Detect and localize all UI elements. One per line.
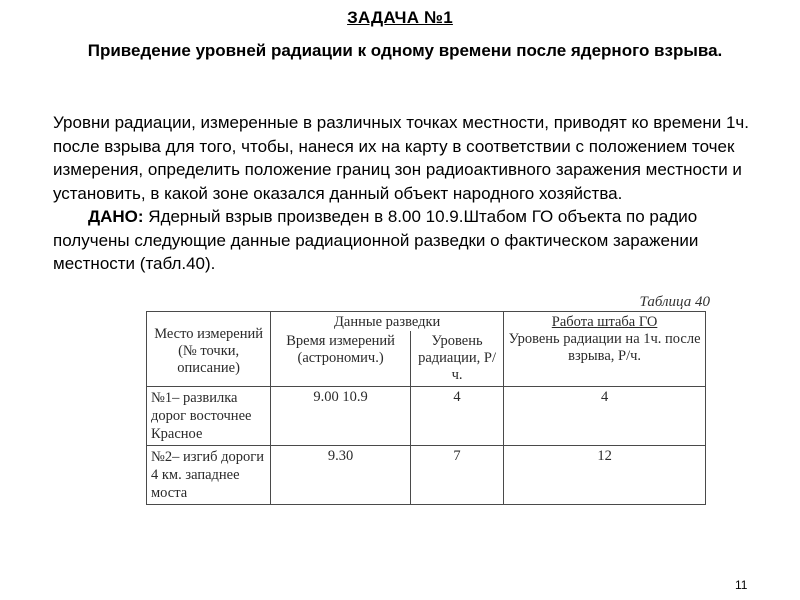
cell-place: №2– изгиб дороги 4 км. западнее моста xyxy=(147,446,271,505)
subtitle: Приведение уровней радиации к одному времени после ядерного взрыва. xyxy=(87,41,723,60)
cell-level: 4 xyxy=(410,387,503,446)
table-header-row xyxy=(147,312,706,332)
header-hq xyxy=(504,312,706,387)
page-title: ЗАДАЧА №1 xyxy=(347,8,453,27)
given-paragraph xyxy=(53,205,768,276)
given-text: Ядерный взрыв произведен в 8.00 10.9.Штабом ГО объекта по радио получены следующие данные радиационной разведки о фактическом заражении местности (табл.40). xyxy=(53,207,699,273)
cell-level: 7 xyxy=(410,446,503,505)
description-paragraph: Уровни радиации, измеренные в различных точках местности, приводят ко времени 1ч. после взрыва для того, чтобы, нанеся их на карту в соответствии с положением точек измерения, определить положение границ зон радиоактивного заражения местности и установить, в какой зоне оказался данный объект народного хозяйства. xyxy=(53,113,749,203)
header-time: Время измерений (астрономич.) xyxy=(271,331,411,387)
cell-place: №1– развилка дорог восточнее Красное xyxy=(147,387,271,446)
header-hq-label: Работа штаба ГО xyxy=(551,314,658,330)
given-label: ДАНО: xyxy=(88,207,144,226)
cell-time: 9.30 xyxy=(271,446,411,505)
table-row xyxy=(147,387,706,446)
page-number: 11 xyxy=(735,578,748,592)
header-group-recon: Данные разведки xyxy=(271,312,504,332)
header-hq-text: Уровень радиации на 1ч. после взрыва, Р/ч. xyxy=(508,331,701,364)
table-row xyxy=(147,446,706,505)
body-text xyxy=(53,111,768,276)
header-place: Место измерений (№ точки, описание) xyxy=(147,312,271,387)
cell-time: 9.00 10.9 xyxy=(271,387,411,446)
data-table xyxy=(146,311,706,505)
cell-level-1h: 4 xyxy=(504,387,706,446)
header-level: Уровень радиации, Р/ч. xyxy=(410,331,503,387)
cell-level-1h: 12 xyxy=(504,446,706,505)
table-caption: Таблица 40 xyxy=(639,294,710,310)
